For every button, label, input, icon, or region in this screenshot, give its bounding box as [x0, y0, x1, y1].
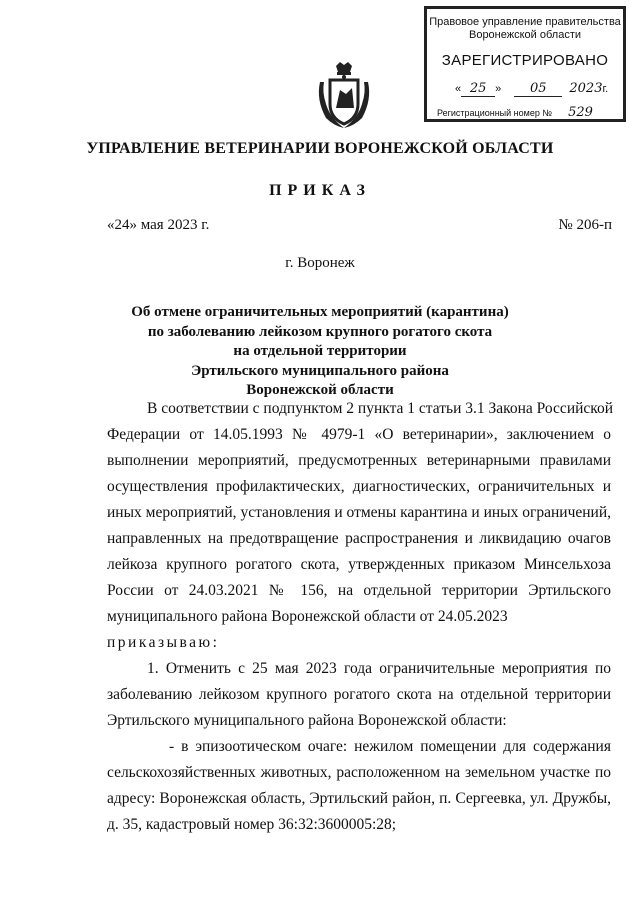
preamble-line: Федерации от 14.05.1993 № 4979-1 «О ветеринарии», заключением о — [107, 426, 611, 443]
stamp-month: 05 — [514, 81, 562, 97]
title-line: по заболеванию лейкозом крупного рогатого скота — [147, 323, 493, 340]
item-line: 1. Отменить с 25 мая 2023 года ограничительные мероприятия по — [147, 660, 611, 677]
subitem-line: адресу: Воронежская область, Эртильский район, п. Сергеевка, ул. Дружбы, — [107, 790, 611, 807]
stamp-status: ЗАРЕГИСТРИРОВАНО — [441, 52, 609, 69]
title-line: Об отмене ограничительных мероприятий (карантина) — [131, 304, 509, 320]
preamble-line: иных мероприятий, установления и отмены карантина и иных ограничений, — [107, 504, 611, 521]
document-number: № 206-п — [558, 217, 612, 233]
subitem-line: д. 35, кадастровый номер 36:32:3600005:28; — [107, 816, 397, 833]
stamp-year-suffix: г. — [602, 83, 609, 95]
registration-stamp — [424, 6, 626, 122]
organization-header: УПРАВЛЕНИЕ ВЕТЕРИНАРИИ ВОРОНЕЖСКОЙ ОБЛАСТИ — [86, 140, 554, 157]
preamble-line: В соответствии с подпунктом 2 пункта 1 статьи 3.1 Закона Российской — [147, 400, 614, 417]
document-body — [107, 400, 614, 900]
preamble-line: муниципального района Воронежской области от 24.05.2023 — [107, 608, 508, 625]
stamp-date: « 25 » 05 2023г. — [455, 81, 609, 96]
subitem-line: сельскохозяйственных животных, расположенном на земельном участке по — [107, 764, 611, 781]
preamble-line: России от 24.03.2021 № 156, на отдельной территории Эртильского — [107, 582, 611, 599]
document-title — [100, 303, 540, 401]
title-line: Воронежской области — [246, 382, 394, 398]
item-line: Эртильского муниципального района Воронежской области: — [107, 712, 507, 729]
preamble-line: выполнении мероприятий, предусмотренных ветеринарными правилами — [107, 452, 611, 469]
preamble-line: осуществления профилактических, диагностических, ограничительных и — [107, 478, 611, 495]
order-word: приказываю: — [107, 634, 220, 651]
document-type: ПРИКАЗ — [269, 182, 371, 199]
coat-of-arms-icon — [316, 60, 372, 130]
stamp-year: 2023 — [569, 81, 603, 96]
preamble-line: лейкоза крупного рогатого скота, утвержденных приказом Минсельхоза — [107, 556, 611, 573]
item-line: заболеванию лейкозом крупного рогатого скота на отдельной территории — [107, 686, 611, 703]
stamp-reg-number-label: Регистрационный номер № — [437, 108, 553, 118]
stamp-reg-number-value: 529 — [555, 105, 607, 121]
document-city: г. Воронеж — [285, 255, 355, 271]
subitem-line: - в эпизоотическом очаге: нежилом помещении для содержания — [169, 738, 611, 755]
stamp-day: 25 — [461, 81, 495, 97]
stamp-organization: Правовое управление правительства Воронежской области — [429, 16, 621, 41]
preamble-line: направленных на предотвращение распространения и ликвидацию очагов — [107, 530, 611, 547]
title-line: на отдельной территории — [233, 343, 407, 359]
stamp-reg-number — [437, 105, 607, 121]
document-date: «24» мая 2023 г. — [107, 217, 210, 233]
title-line: Эртильского муниципального района — [191, 362, 449, 379]
